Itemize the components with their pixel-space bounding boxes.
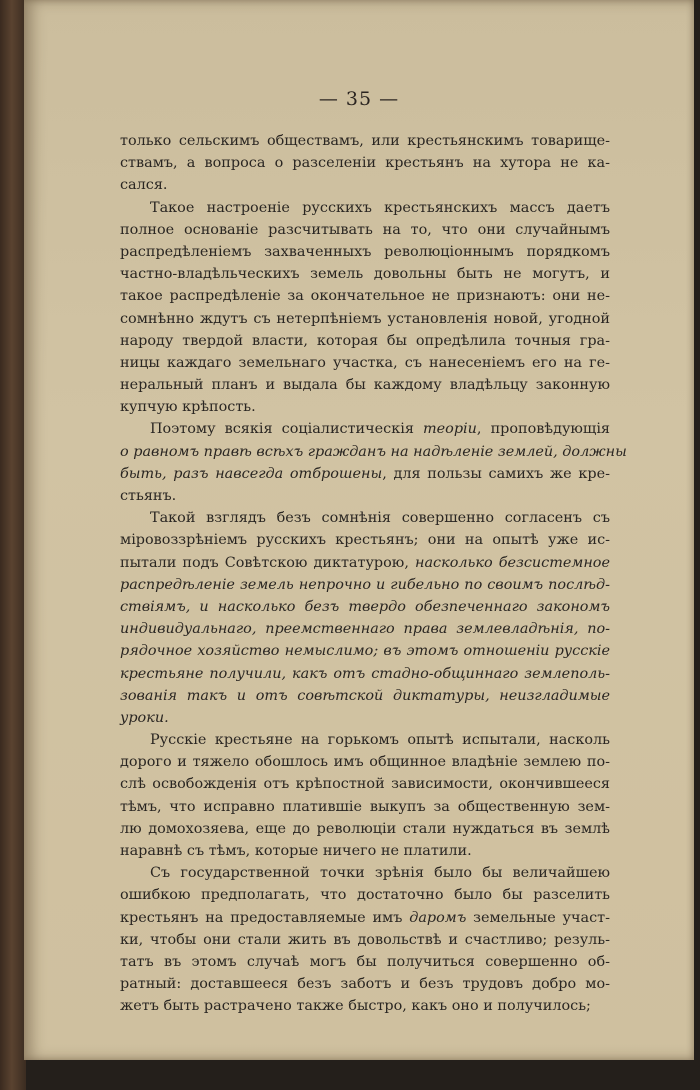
italic-text-segment: о равномъ правѣ всѣхъ гражданъ на надѣленіе землей, должны — [120, 443, 627, 460]
text-segment: Русскіе крестьяне на горькомъ опытѣ испытали, насколь — [150, 732, 610, 749]
italic-text-segment: быть, разъ навсегда отброшены — [120, 465, 383, 482]
paragraph — [120, 130, 610, 197]
text-segment: стьянъ. — [120, 488, 177, 504]
paragraph — [120, 862, 610, 1017]
text-segment: распредѣленіемъ захваченныхъ революціоннымъ порядкомъ — [120, 243, 610, 260]
text-line — [120, 773, 610, 795]
text-line — [120, 197, 610, 219]
text-line — [120, 907, 610, 929]
text-segment: народу твердой власти, которая бы опредѣлила точныя гра- — [120, 332, 610, 349]
text-line — [120, 263, 610, 285]
italic-text-segment: ствіямъ, и насколько безъ твердо обезпеченнаго закономъ — [120, 598, 610, 615]
text-line — [120, 640, 610, 662]
text-line — [120, 441, 627, 463]
text-line — [120, 574, 610, 596]
text-line — [120, 330, 610, 352]
text-line — [120, 685, 610, 707]
text-line — [120, 485, 610, 507]
paragraph — [120, 729, 610, 862]
page-number: — 35 — — [318, 88, 400, 110]
book-spine — [0, 0, 26, 1090]
italic-text-segment: уроки. — [120, 709, 169, 726]
text-line — [120, 285, 610, 307]
text-line — [120, 707, 610, 729]
text-segment: Такой взглядъ безъ сомнѣнія совершенно согласенъ съ — [150, 510, 610, 527]
text-segment: неральный планъ и выдала бы каждому владѣльцу законную — [120, 377, 610, 394]
italic-text-segment: распредѣленіе земель непрочно и гибельно по своимъ послѣд- — [120, 576, 610, 593]
italic-text-segment: индивидуальнаго, преемственнаго права землевладѣнія, по- — [120, 621, 610, 638]
paragraph — [120, 507, 610, 729]
text-segment: ницы каждаго земельнаго участка, съ нанесеніемъ его на ге- — [120, 354, 610, 371]
text-segment: ствамъ, а вопроса о разселеніи крестьянъ на хутора не ка- — [120, 155, 610, 172]
italic-text-segment: рядочное хозяйство немыслимо; въ этомъ отношеніи русскіе — [120, 643, 610, 660]
text-line — [120, 840, 610, 862]
text-line — [120, 174, 610, 196]
text-segment: міровоззрѣніемъ русскихъ крестьянъ; они на опытѣ уже ис- — [120, 532, 610, 549]
text-line — [120, 219, 610, 241]
text-line — [120, 884, 610, 906]
text-segment: ки, чтобы они стали жить въ довольствѣ и счастливо; резуль- — [120, 931, 610, 948]
text-segment: татъ въ этомъ случаѣ могъ бы получиться совершенно об- — [120, 953, 610, 970]
text-segment: такое распредѣленіе за окончательное не признаютъ: они не- — [120, 288, 610, 305]
text-line — [120, 529, 610, 551]
text-segment: ратный: доставшееся безъ заботъ и безъ трудовъ добро мо- — [120, 976, 610, 993]
text-segment: Такое настроеніе русскихъ крестьянскихъ массъ даетъ — [150, 199, 610, 216]
paragraph — [120, 197, 610, 419]
text-line — [120, 596, 610, 618]
text-line — [120, 618, 610, 640]
text-line — [120, 241, 610, 263]
text-line — [120, 308, 610, 330]
text-line — [120, 507, 610, 529]
text-line — [120, 796, 610, 818]
text-line — [120, 463, 610, 485]
text-line — [120, 751, 610, 773]
text-segment: только сельскимъ обществамъ, или крестьянскимъ товарище- — [120, 133, 610, 149]
text-segment: полное основаніе разсчитывать на то, что они случайнымъ — [120, 221, 610, 238]
text-line — [120, 663, 610, 685]
page-body-text — [120, 130, 627, 1018]
italic-text-segment: крестьяне получили, какъ отъ стадно-общиннаго землеполь- — [120, 665, 610, 682]
text-line — [120, 729, 610, 751]
text-segment: пытали подъ Совѣтскою диктатурою, — [120, 554, 415, 571]
text-line — [120, 552, 610, 574]
text-line — [120, 396, 610, 418]
text-segment: тѣмъ, что исправно платившіе выкупъ за общественную зем- — [120, 798, 610, 815]
italic-text-segment: даромъ — [409, 909, 467, 926]
text-segment: крестьянъ на предоставляемые имъ — [120, 909, 410, 926]
text-segment: слѣ освобожденія отъ крѣпостной зависимости, окончившееся — [120, 776, 610, 793]
paragraph — [120, 418, 627, 507]
text-segment: сомнѣнно ждутъ съ нетерпѣніемъ установленія новой, угодной — [120, 310, 610, 327]
text-segment: жетъ быть растрачено также быстро, какъ оно и получилось; — [120, 998, 591, 1015]
text-line — [120, 352, 610, 374]
text-line — [120, 995, 610, 1017]
text-line — [120, 951, 610, 973]
text-line — [120, 929, 610, 951]
text-segment: земельные участ- — [466, 909, 610, 926]
text-segment: ошибкою предполагать, что достаточно было бы разселить — [120, 887, 610, 904]
text-segment: сался. — [120, 177, 168, 194]
book-page — [24, 0, 694, 1060]
text-segment: лю домохозяева, еще до революціи стали нуждаться въ землѣ — [120, 820, 610, 837]
text-line — [120, 418, 610, 440]
text-segment: частно-владѣльческихъ земель довольны быть не могутъ, и — [120, 266, 610, 283]
text-line — [120, 130, 610, 152]
text-line — [120, 973, 610, 995]
text-segment: наравнѣ съ тѣмъ, которые ничего не платили. — [120, 843, 472, 859]
text-segment: , для пользы самихъ же кре- — [382, 465, 610, 482]
text-segment: , проповѣдующія — [476, 421, 610, 438]
text-line — [120, 374, 610, 396]
text-line — [120, 818, 610, 840]
italic-text-segment: зованія такъ и отъ совѣтской диктатуры, неизгладимые — [120, 687, 610, 704]
text-segment: дорого и тяжело обошлось имъ общинное владѣніе землею по- — [120, 754, 610, 771]
text-segment: Съ государственной точки зрѣнія было бы величайшею — [150, 865, 610, 882]
text-line — [120, 152, 610, 174]
text-segment: Поэтому всякія соціалистическія — [150, 421, 423, 438]
italic-text-segment: теоріи — [423, 421, 477, 438]
text-segment: купчую крѣпость. — [120, 399, 256, 416]
text-line — [120, 862, 610, 884]
italic-text-segment: насколько безсистемное — [414, 554, 610, 571]
